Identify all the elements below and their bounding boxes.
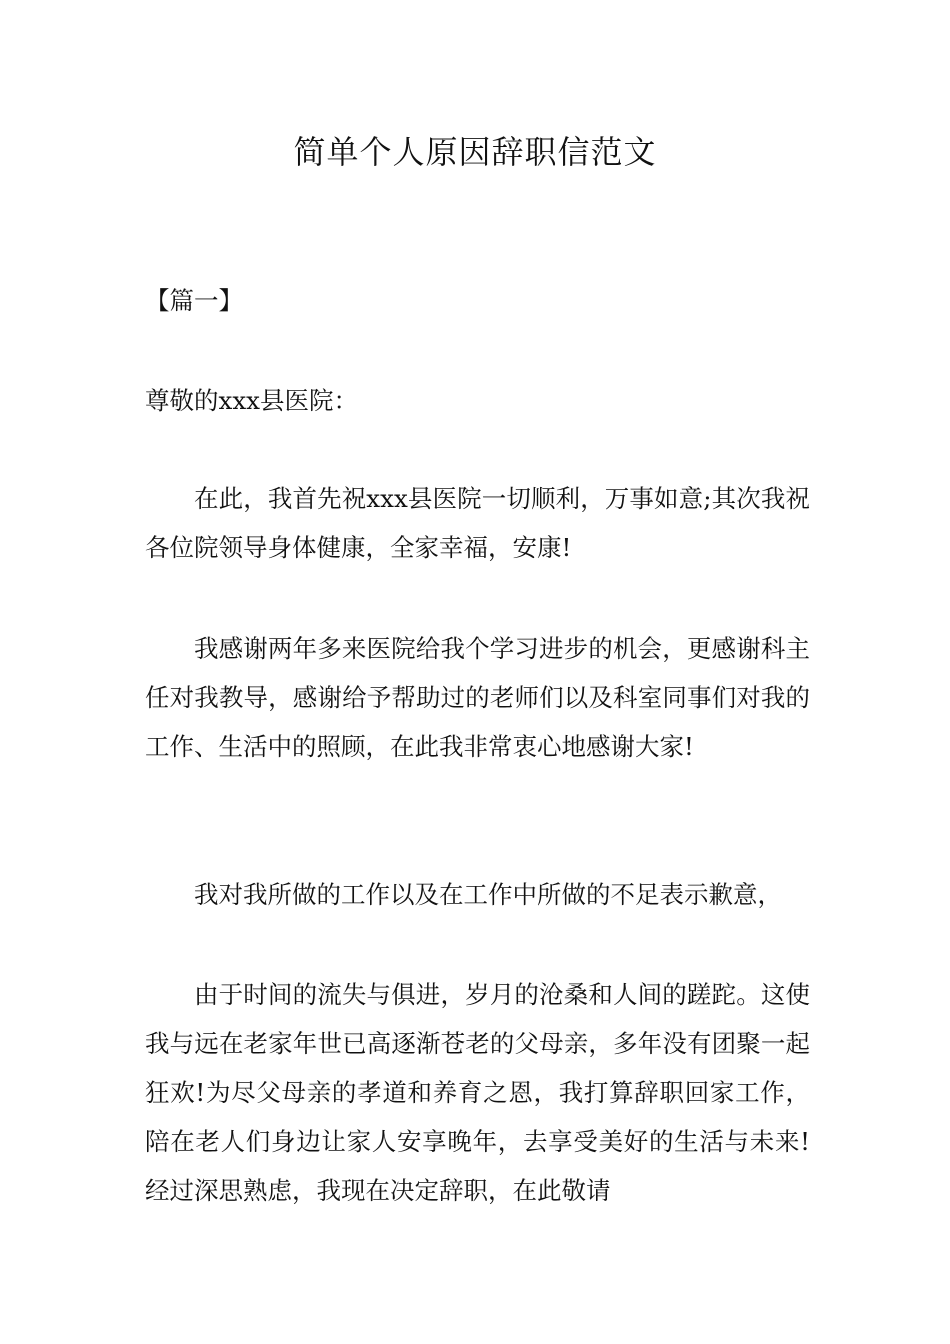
letter-paragraph-3: 我对我所做的工作以及在工作中所做的不足表示歉意， [194, 880, 782, 909]
letter-paragraph-2: 我感谢两年多来医院给我个学习进步的机会，更感谢科主任对我教导，感谢给予帮助过的老师们以及科室同事们对我的工作、生活中的照顾，在此我非常衷心地感谢大家! [145, 634, 810, 761]
letter-paragraph-4: 由于时间的流失与俱进，岁月的沧桑和人间的蹉跎。这使我与远在老家年世已高逐渐苍老的父母亲，多年没有团聚一起狂欢!为尽父母亲的孝道和养育之恩，我打算辞职回家工作，陪在老人们身边让家人安享晚年，去享受美好的生活与未来!经过深思熟虑，我现在决定辞职，在此敬请 [145, 980, 810, 1205]
letter-salutation: 尊敬的xxx县医院： [145, 386, 358, 415]
section-label: 【篇一】 [145, 286, 243, 315]
document-title: 简单个人原因辞职信范文 [293, 133, 657, 171]
letter-paragraph-1: 在此，我首先祝xxx县医院一切顺利，万事如意;其次我祝各位院领导身体健康，全家幸福，安康! [145, 484, 810, 562]
